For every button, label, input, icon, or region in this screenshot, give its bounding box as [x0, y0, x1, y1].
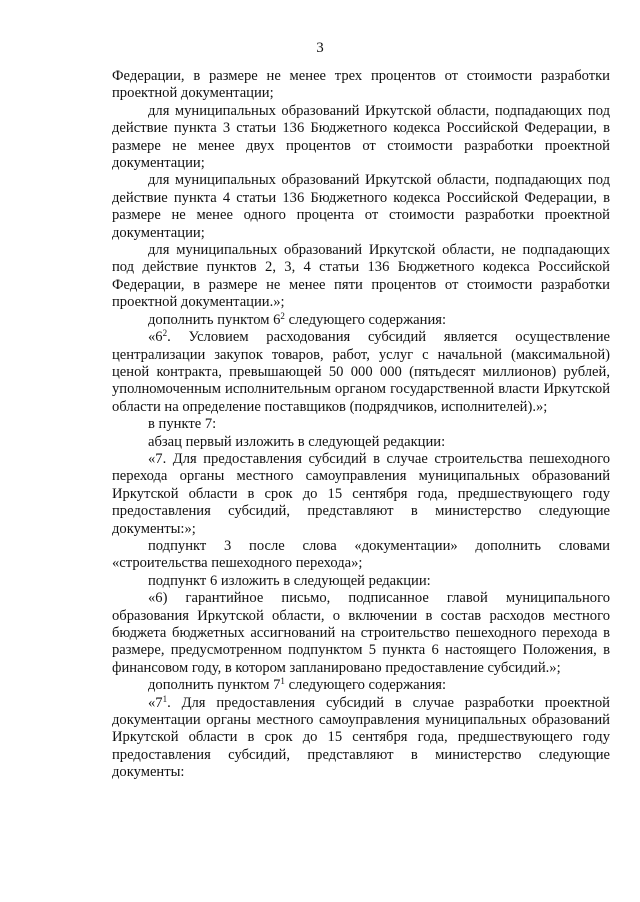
paragraph: подпункт 6 изложить в следующей редакции: — [148, 572, 431, 589]
paragraph — [112, 312, 610, 329]
page-number: 3 — [316, 40, 324, 56]
superscript: 1 — [162, 693, 168, 704]
superscript: 2 — [280, 310, 285, 321]
paragraph: Федерации, в размере не менее трех процентов от стоимости разработки проектной документации; — [112, 68, 610, 102]
superscript: 2 — [162, 328, 168, 339]
paragraph: «7. Для предоставления субсидий в случае строительства пешеходного перехода органы местного самоуправления муниципальных образований Иркутской области в срок до 15 сентября года, предшествующего году предоставления субсидий, представляют в министерство следующие документы:»; — [112, 450, 610, 537]
paragraph: для муниципальных образований Иркутской области, подпадающих под действие пункта 3 статьи 136 Бюджетного кодекса Российской Федерации, в размере не менее двух процентов от стоимости разработки проектной документации; — [112, 102, 610, 172]
paragraph-text: . Для предоставления субсидий в случае разработки проектной документации органы местного самоуправления муниципальных образований Иркутской области в срок до 15 сентября года, предшествующего году предоставления субсидий, представляют в министерство следующие документы: — [112, 694, 610, 781]
paragraph-text: дополнить пунктом 6 — [148, 311, 281, 328]
paragraph — [112, 677, 610, 694]
paragraph-text: следующего содержания: — [284, 311, 447, 328]
paragraph — [112, 329, 610, 416]
paragraph: подпункт 3 после слова «документации» дополнить словами «строительства пешеходного перехода»; — [112, 537, 610, 572]
paragraph-text: дополнить пунктом 7 — [148, 677, 281, 694]
paragraph-text: . Условием расходования субсидий является осуществление централизации закупок товаров, работ, услуг с начальной (максимальной) ценой контракта, превышающей 50 000 000 (пятьдесят миллионов) рублей, уполномоченным исполнительным органом государственной власти Иркутской области на определение поставщиков (подрядчиков, исполнителей).»; — [112, 329, 610, 415]
paragraph: для муниципальных образований Иркутской области, не подпадающих под действие пунктов 2, 3, 4 статьи 136 Бюджетного кодекса Российской Федерации, в размере не менее пяти процентов от стоимости разработки проектной документации.»; — [112, 242, 610, 311]
paragraph-text: «7 — [148, 694, 163, 711]
paragraph: для муниципальных образований Иркутской области, подпадающих под действие пункта 4 статьи 136 Бюджетного кодекса Российской Федерации, в размере не менее одного процента от стоимости разработки проектной документации; — [112, 172, 610, 241]
paragraph-text: «6 — [148, 329, 163, 346]
paragraph — [112, 695, 610, 782]
document-body — [112, 68, 610, 782]
superscript: 1 — [280, 676, 285, 687]
paragraph: «6) гарантийное письмо, подписанное главой муниципального образования Иркутской области, о включении в состав расходов местного бюджета бюджетных ассигнований на строительство пешеходного перехода в размере, предусмотренном подпунктом 5 пункта 6 настоящего Положения, в финансовом году, в котором запланировано предоставление субсидий.»; — [112, 590, 610, 676]
paragraph: абзац первый изложить в следующей редакции: — [148, 433, 446, 450]
paragraph-text: следующего содержания: — [284, 677, 447, 694]
paragraph: в пункте 7: — [148, 416, 217, 433]
